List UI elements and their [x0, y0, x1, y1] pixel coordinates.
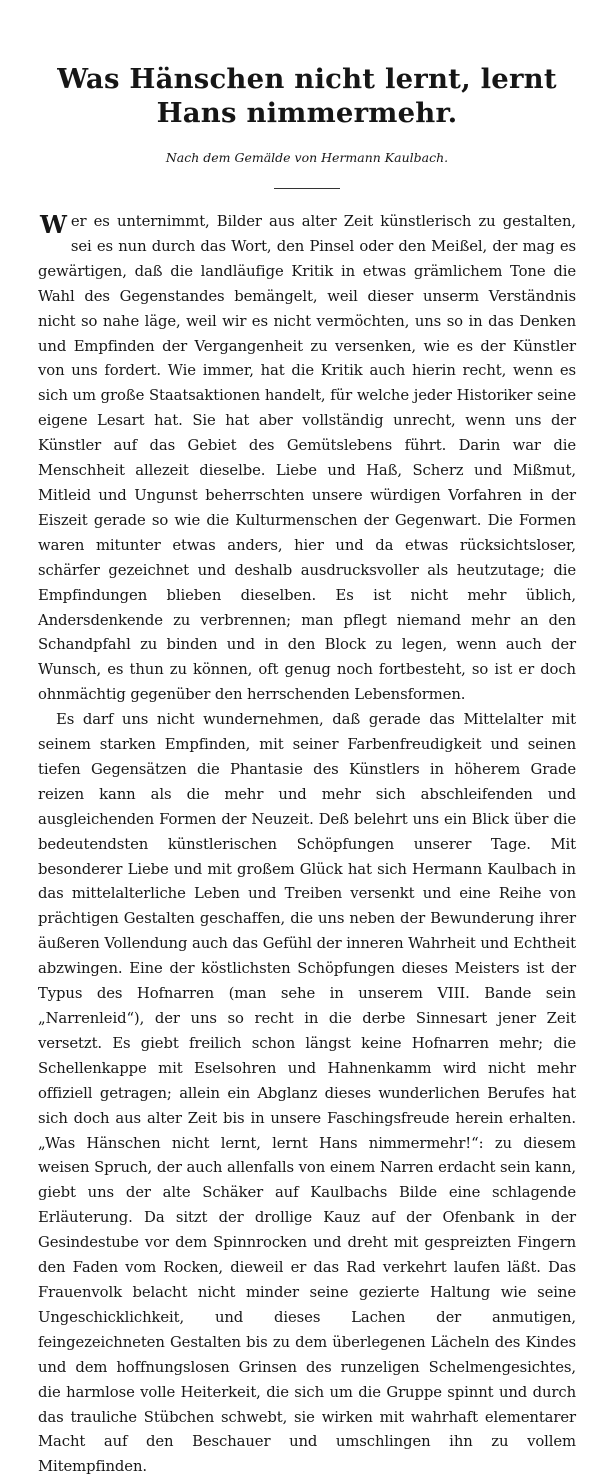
paragraph-2	[38, 708, 576, 1480]
drop-cap: W	[40, 210, 67, 239]
article-body	[38, 210, 576, 1480]
paragraph-1	[38, 210, 576, 708]
title-divider	[274, 188, 340, 189]
article-title: Was Hänschen nicht lernt, lernt Hans nimmermehr.	[57, 63, 557, 129]
paragraph-2-text: Es darf uns nicht wundernehmen, daß gerade das Mittelalter mit seinem starken Empfinden, mit seiner Farbenfreudigkeit und seinen tiefen Gegensätzen die Phantasie des Künstlers in höherem Grade reizen kann als die mehr und mehr sich abschleifenden und ausgleichenden Formen der Neuzeit. Deß belehrt uns ein Blick über die bedeutendsten künstlerischen Schöpfungen unserer Tage. Mit besonderer Liebe und mit großem Glück hat sich Hermann Kaulbach in das mittelalterliche Leben und Treiben versenkt und eine Reihe von prächtigen Gestalten geschaffen, die uns neben der Bewunderung ihrer äußeren Vollendung auch das Gefühl der inneren Wahrheit und Echtheit abzwingen. Eine der köstlichsten Schöpfungen dieses Meisters ist der Typus des Hofnarren (man sehe in unserem VIII. Bande sein „Narrenleid“), der uns so recht in die derbe Sinnesart jener Zeit versetzt. Es giebt freilich schon längst keine Hofnarren mehr; die Schellenkappe mit Eselsohren und Hahnenkamm wird nicht mehr offiziell getragen; allein ein Abglanz dieses wunderlichen Berufes hat sich doch aus alter Zeit bis in unsere Faschingsfreude herein erhalten. „Was Hänschen nicht lernt, lernt Hans nimmermehr!“: zu diesem weisen Spruch, der auch allenfalls von einem Narren erdacht sein kann, giebt uns der alte Schäker auf Kaulbachs Bilde eine schlagende Erläuterung. Da sitzt der drollige Kauz auf der Ofenbank in der Gesindestube vor dem Spinnrocken und dreht mit gespreizten Fingern den Faden vom Rocken, dieweil er das Rad verkehrt laufen läßt. Das Frauenvolk belacht nicht minder seine gezierte Haltung wie seine Ungeschicklichkeit, und dieses Lachen der anmutigen, feingezeichneten Gestalten bis zu dem überlegenen Lächeln des Kindes und dem hoffnungslosen Grinsen des runzeligen Schelmengesichtes, die harmlose volle Heiterkeit, die sich um die Gruppe spinnt und durch das trauliche Stübchen schwebt, sie wirken mit wahrhaft elementarer Macht auf den Beschauer und umschlingen ihn zu vollem Mitempfinden.	[38, 711, 576, 1476]
paragraph-1-text: er es unternimmt, Bilder aus alter Zeit künstlerisch zu gestalten, sei es nun durch das Wort, den Pinsel oder den Meißel, der mag es gewärtigen, daß die landläufige Kritik in etwas grämlichem Tone die Wahl des Gegenstandes bemängelt, weil dieser unserm Verständnis nicht so nahe läge, weil wir es nicht vermöchten, uns so in das Denken und Empfinden der Vergangenheit zu versenken, wie es der Künstler von uns fordert. Wie immer, hat die Kritik auch hierin recht, wenn es sich um große Staatsaktionen handelt, für welche jeder Historiker seine eigene Lesart hat. Sie hat aber vollständig unrecht, wenn uns der Künstler auf das Gebiet des Gemütslebens führt. Darin war die Menschheit allezeit dieselbe. Liebe und Haß, Scherz und Mißmut, Mitleid und Ungunst beherrschten unsere würdigen Vorfahren in der Eiszeit gerade so wie die Kulturmenschen der Gegenwart. Die Formen waren mitunter etwas anders, hier und da etwas rücksichtsloser, schärfer gezeichnet und deshalb ausdrucksvoller als heutzutage; die Empfindungen blieben dieselben. Es ist nicht mehr üblich, Andersdenkende zu verbrennen; man pflegt niemand mehr an den Schandpfahl zu binden und in den Block zu legen, wenn auch der Wunsch, es thun zu können, oft genug noch fortbesteht, so ist er doch ohnmächtig gegenüber den herrschenden Lebensformen.	[38, 213, 576, 704]
article-subtitle: Nach dem Gemälde von Hermann Kaulbach.	[165, 150, 449, 165]
